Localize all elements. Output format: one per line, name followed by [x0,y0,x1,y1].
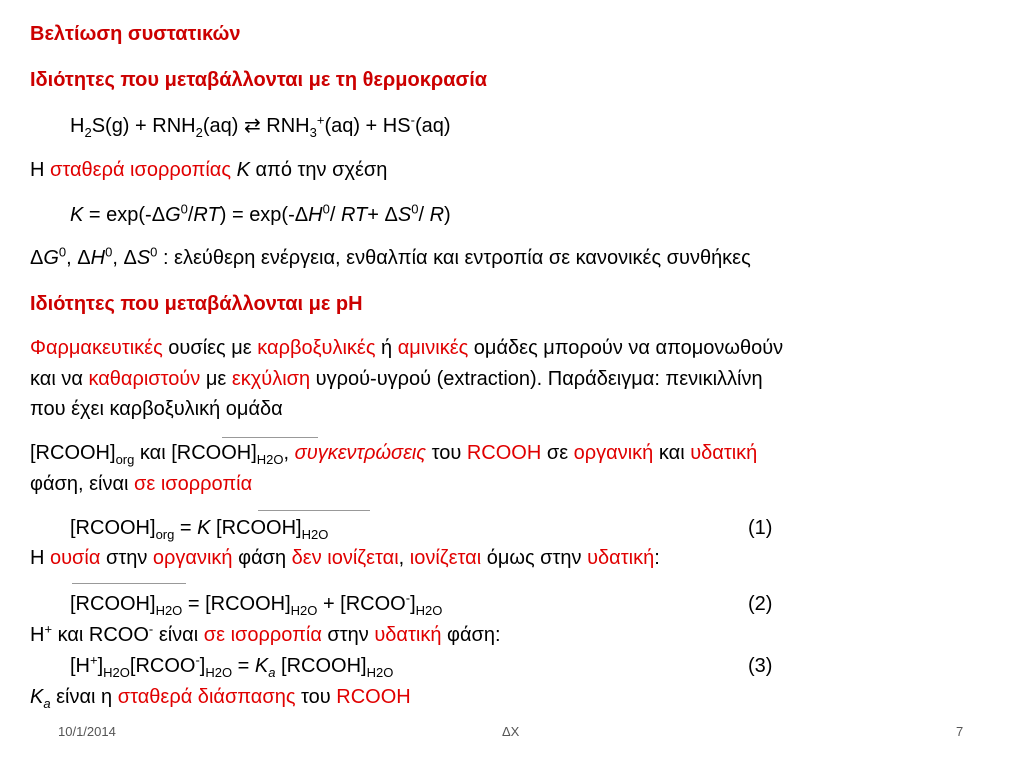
equation-number-3: (3) [748,655,773,677]
footer-page-number: 7 [956,724,964,739]
ionization-line: H ουσία στην οργανική φάση δεν ιονίζεται, ιονίζεται όμως στην υδατική: [30,547,660,569]
overbar [258,510,370,511]
title-heading: Βελτίωση συστατικών [30,23,241,45]
overbar [72,583,186,584]
paragraph-line-1: Φαρμακευτικές ουσίες με καρβοξυλικές ή αμινικές ομάδες μπορούν να απομονωθούν [30,337,784,359]
ka-definition-line: $K_a$ είναι η σταθερά διάσπασης του RCOOH [30,686,411,711]
equation-1: $[RCOOH]_{org} = K$ $[RCOOH]_{H2O}$ [70,517,329,542]
equation-2: $[RCOOH]_{H2O}$ = $[RCOOH]_{H2O}$ + $[RCOO^-]_{H2O}$ [70,590,443,618]
equation-3: $[H^+]_{H2O}[RCOO^-]_{H2O} = K_a$ $[RCOOH]_{H2O}$ [70,652,394,680]
paragraph-line-3: που έχει καρβοξυλική ομάδα [30,398,283,420]
footer-date: 10/1/2014 [58,724,116,739]
reaction-equation: $H_2S(g) + RNH_2(aq)$ ⇄ $RNH_3^+(aq) + HS^-(aq)$ [70,112,451,140]
equation-number-2: (2) [748,593,773,615]
concentrations-line-1: $[RCOOH]_{org}$ και $[RCOOH]_{H2O}$, συγκεντρώσεις του RCOOH σε οργανική και υδατική [30,442,758,467]
equilibrium-constant-line: H σταθερά ισορροπίας K από την σχέση [30,159,388,181]
temperature-heading: Ιδιότητες που μεταβάλλονται με τη θερμοκρασία [30,69,488,91]
paragraph-line-2: και να καθαριστούν με εκχύλιση υγρού-υγρού (extraction). Παράδειγμα: πενικιλλίνη [30,368,763,390]
footer-center: ΔΧ [502,724,520,739]
overbar [222,437,318,438]
k-equation: $K = \exp(-\Delta G^0/RT) = \exp(-\Delta H^0/$ $RT+ \Delta S^0/$ R) [70,201,451,226]
equilibrium-line: H+ και RCOO- είναι σε ισορροπία στην υδατική φάση: [30,621,501,646]
equation-number-1: (1) [748,517,773,539]
concentrations-line-2: φάση, είναι σε ισορροπία [30,473,253,495]
thermo-definitions: $\Delta G^0$, $\Delta H^0$, $\Delta S^0$ : ελεύθερη ενέργεια, ενθαλπία και εντροπία σε κανονικές συνθήκες [30,244,751,269]
ph-heading: Ιδιότητες που μεταβάλλονται με pH [30,293,363,315]
